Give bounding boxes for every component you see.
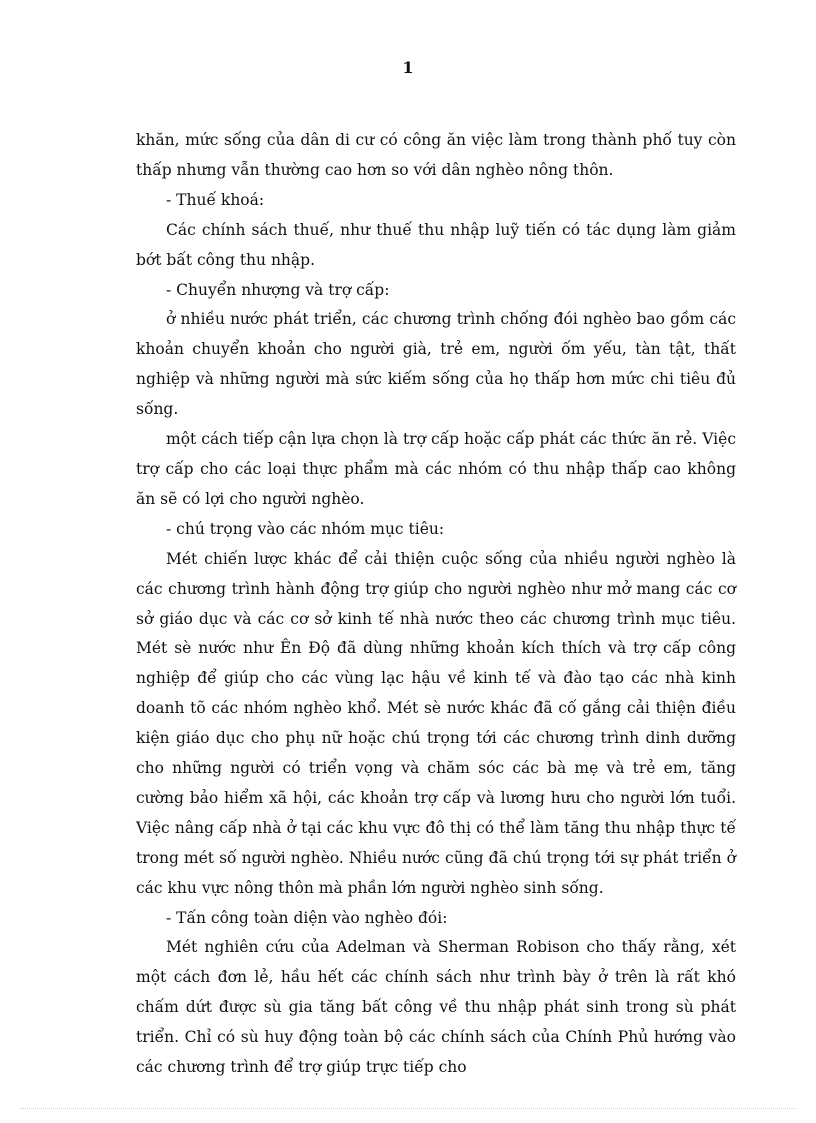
- paragraph-tax-policy: Các chính sách thuế, như thuế thu nhập luỹ tiến có tác dụng làm giảm bớt bất công thu nhập.: [136, 220, 736, 269]
- heading-transfers-subsidies: - Chuyển nhượng và trợ cấp:: [166, 280, 390, 299]
- page-number: 1: [402, 58, 414, 77]
- paragraph-adelman-study: Mét nghiên cứu của Adelman và Sherman Robison cho thấy rằng, xét một cách đơn lẻ, hầu hết các chính sách như trình bày ở trên là rất khó chấm dứt được sù gia tăng bất công về thu nhập phát sinh trong sù phát triển. Chỉ có sù huy động toàn bộ các chính sách của Chính Phủ hướng vào các chương trình để trợ giúp trực tiếp cho: [136, 938, 736, 1077]
- paragraph-continuation: khăn, mức sống của dân di cư có công ăn việc làm trong thành phố tuy còn thấp nhưng vẫn thường cao hơn so với dân nghèo nông thôn.: [136, 131, 736, 179]
- page-bottom-divider: [20, 1108, 796, 1109]
- heading-comprehensive-attack: - Tấn công toàn diện vào nghèo đói:: [166, 908, 448, 927]
- heading-target-groups: - chú trọng vào các nhóm mục tiêu:: [166, 519, 445, 538]
- paragraph-transfer-programs: ở nhiều nước phát triển, các chương trình chống đói nghèo bao gồm các khoản chuyển khoản cho người già, trẻ em, người ốm yếu, tàn tật, thất nghiệp và những người mà sức kiếm sống của họ thấp hơn mức chi tiêu đủ sống.: [136, 310, 736, 419]
- paragraph-target-strategies: Mét chiến lược khác để cải thiện cuộc sống của nhiều người nghèo là các chương trình hành động trợ giúp cho người nghèo như mở mang các cơ sở giáo dục và các cơ sở kinh tế nhà nước theo các chương trình mục tiêu. Mét sè nước như Ên Độ đã dùng những khoản kích thích và trợ cấp công nghiệp để giúp cho các vùng lạc hậu về kinh tế và đào tạo các nhà kinh doanh tõ các nhóm nghèo khổ. Mét sè nước khác đã cố gắng cải thiện điều kiện giáo dục cho phụ nữ hoặc chú trọng tới các chương trình dinh dưỡng cho những người có triển vọng và chăm sóc các bà mẹ và trẻ em, tăng cường bảo hiểm xã hội, các khoản trợ cấp và lương hưu cho người lớn tuổi. Việc nâng cấp nhà ở tại các khu vực đô thị có thể làm tăng thu nhập thực tế trong mét số người nghèo. Nhiều nước cũng đã chú trọng tới sự phát triển ở các khu vực nông thôn mà phần lớn người nghèo sinh sống.: [136, 549, 736, 897]
- paragraph-food-subsidies: một cách tiếp cận lựa chọn là trợ cấp hoặc cấp phát các thức ăn rẻ. Việc trợ cấp cho các loại thực phẩm mà các nhóm có thu nhập thấp cao không ăn sẽ có lợi cho người nghèo.: [136, 430, 736, 508]
- heading-tax: - Thuế khoá:: [166, 190, 265, 209]
- body-text: [136, 126, 736, 1083]
